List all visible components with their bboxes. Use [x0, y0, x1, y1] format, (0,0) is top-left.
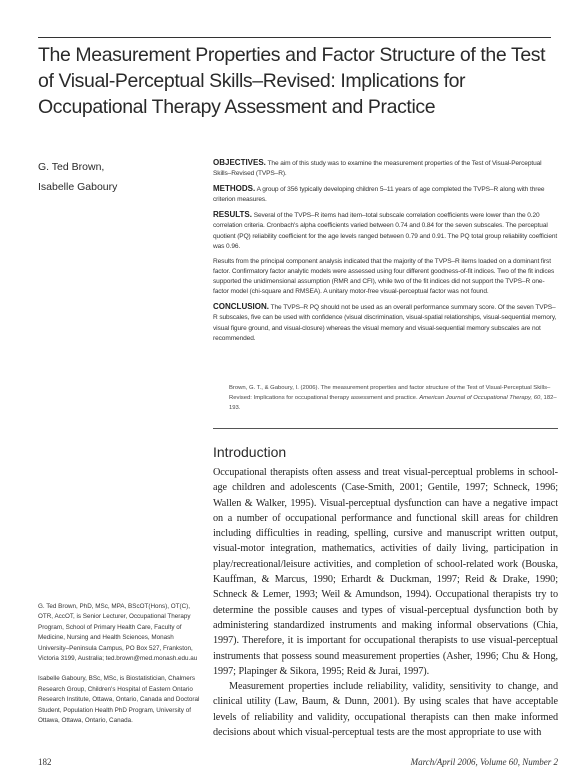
abstract-results — [213, 210, 558, 252]
abstract-text: The TVPS–R PQ should not be used as an overall performance summary score. Of the seven TVPS–R subscales, five can be used with confidence (visual discrimination, visual-spatial relationships, visual-sequential memory, visual figure ground, and visual-closure) whereas the visual memory and visual-sequential memory subscales are not recommended. — [213, 304, 557, 343]
section-heading: Introduction — [213, 444, 287, 460]
abstract-conclusion — [213, 302, 558, 344]
citation — [229, 383, 558, 413]
section-rule — [213, 428, 558, 429]
abstract-label: OBJECTIVES. — [213, 158, 266, 167]
abstract-label: RESULTS. — [213, 209, 252, 219]
body-paragraph: Occupational therapists often assess and treat visual-perceptual problems in school-age children and adolescents (Case-Smith, 2001; Gentile, 1997; Schneck, 1996; Wallen & Walker, 1995). Visual-perceptual dysfunction can have a negative impact on a number of occupational performance and functional skill areas for children including difficulties in reading, spelling, cursive and manuscript written output, visual-motor integration, mathematics, activities of daily living, participation in play/recreational/leisure activities, and completion of school-related work (Bouska, Kauffman, & Marcus, 1990; Erhardt & Duckman, 1997; Reid & Drake, 1990; Schneck & Lemer, 1993; Weil & Amundson, 1994). Occupational therapists try to determine the possible causes and types of visual-perceptual dysfunction both by administering standardized instruments and making informal observations (Chia, 1997). Therefore, it is important for occupational therapists to use visual-perceptual instruments that possess sound measurement properties (Asher, 1996; Chu & Hong, 1997; Plapinger & Sikora, 1995; Reid & Jurai, 1997). — [213, 467, 558, 677]
abstract-text: A group of 356 typically developing children 5–11 years of age completed the TVPS–R along with three criterion measures. — [213, 185, 545, 204]
citation-pages: , 182–193. — [229, 395, 557, 411]
body-paragraph: Measurement properties include reliability, validity, sensitivity to change, and clinical utility (Law, Baum, & Dunn, 2001). By using scales that have acceptable levels of reliability and validity, occupational therapists can then make informed decisions about which visual-perceptual tests are the most appropriate to use with — [213, 681, 558, 739]
running-footer: March/April 2006, Volume 60, Number 2 — [410, 757, 558, 767]
author-footnotes — [38, 602, 203, 736]
abstract-objectives — [213, 158, 558, 180]
author-name: G. Ted Brown, — [38, 161, 105, 173]
author-list — [38, 157, 198, 197]
citation-journal: American Journal of Occupational Therapy, 60 — [419, 395, 541, 401]
introduction-body — [213, 465, 558, 740]
author-name: Isabelle Gaboury — [38, 181, 118, 193]
abstract-methods — [213, 184, 558, 206]
abstract-label: CONCLUSION. — [213, 302, 269, 312]
top-rule — [38, 37, 551, 38]
author-footnote: Isabelle Gaboury, BSc, MSc, is Biostatistician, Chalmers Research Group, Children's Hospital of Eastern Ontario Research Institute, Ottawa, Ontario, Canada and Doctoral Student, Population Health PhD Program, University of Ottawa, Ottawa, Ontario, Canada. — [38, 675, 200, 725]
author-footnote: G. Ted Brown, PhD, MSc, MPA, BScOT(Hons), OT(C), OTR, AccOT, is Senior Lecturer, Occupational Therapy Program, School of Primary Health Care, Faculty of Medicine, Nursing and Health Sciences, Monash University–Peninsula Campus, PO Box 527, Frankston, Victoria 3199, Australia; ted.brown@med.monash.edu.au — [38, 603, 198, 663]
abstract-results-continued: Results from the principal component analysis indicated that the majority of the TVPS–R items loaded on a dominant first factor. Confirmatory factor analytic models were assessed using four different goodness-of-fit indices. Two of the fit indices supported the unidimensional assumption (RMR and CFI), while two of the fit indices did not support the TVPS–R one-factor model (chi-square and RMSEA). A unitary motor-free visual-perceptual factor was not found. — [213, 257, 555, 296]
article-title: The Measurement Properties and Factor Structure of the Test of Visual-Perceptual Skills–Revised: Implications for Occupational Therapy Assessment and Practice — [38, 44, 546, 118]
abstract-text: Several of the TVPS–R items had item–total subscale correlation coefficients were lower than the 0.20 correlation criteria. Cronbach's alpha coefficients varied between 0.74 and 0.84 for the seven subscales. The perceptual quotient (PQ) reliability coefficient for the age levels ranged between 0.79 and 0.91. The PQ total group reliability coefficient was 0.96. — [213, 211, 558, 250]
abstract — [213, 158, 558, 349]
abstract-text: The aim of this study was to examine the measurement properties of the Test of Visual-Perceptual Skills–Revised (TVPS–R). — [213, 160, 542, 178]
abstract-label: METHODS. — [213, 183, 256, 193]
citation-text: Brown, G. T., & Gaboury, I. (2006). The measurement properties and factor structure of the Test of Visual-Perceptual Skills–Revised: Implications for occupational therapy assessment and practice. — [229, 385, 551, 401]
page-number: 182 — [38, 757, 52, 767]
